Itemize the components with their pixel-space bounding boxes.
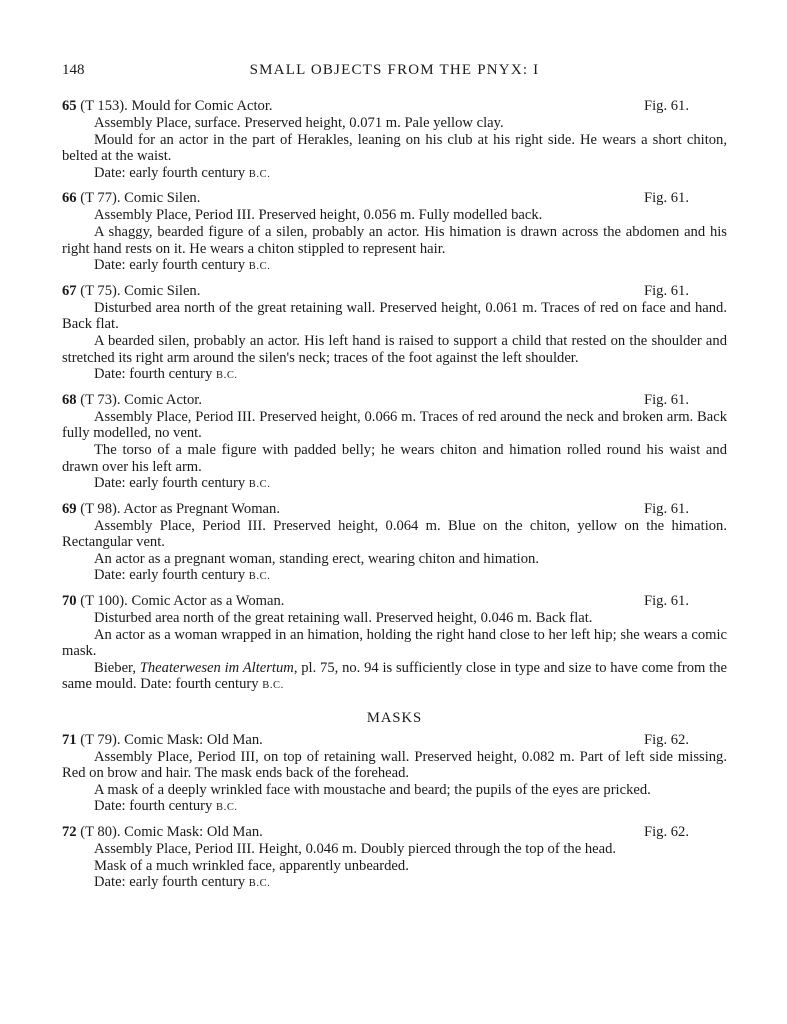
figure-reference: Fig. 61. bbox=[644, 593, 690, 610]
catalogue-entry-67 bbox=[62, 283, 727, 385]
entry-heading bbox=[62, 190, 727, 207]
entry-number: 66 bbox=[62, 190, 77, 207]
entry-paragraph: Assembly Place, Period III. Height, 0.046 m. Doubly pierced through the top of the head. bbox=[94, 841, 617, 857]
entry-paragraph: A mask of a deeply wrinkled face with moustache and beard; the pupils of the eyes are pricked. bbox=[94, 781, 651, 798]
entry-paragraph: Disturbed area north of the great retaining wall. Preserved height, 0.061 m. Traces of red on face and hand. Back flat. bbox=[62, 299, 727, 333]
figure-reference: Fig. 61. bbox=[644, 98, 690, 114]
entry-title: (T 98). Actor as Pregnant Woman. bbox=[80, 500, 280, 517]
section-title: MASKS bbox=[366, 710, 423, 727]
reference-work-title: Theaterwesen im Altertum bbox=[139, 659, 294, 676]
date-era: B.C. bbox=[262, 680, 284, 692]
catalogue-entry-71 bbox=[62, 732, 727, 817]
entry-number: 65 bbox=[62, 98, 77, 114]
entry-paragraph: Assembly Place, Period III, on top of retaining wall. Preserved height, 0.082 m. Part of left side missing. Red on brow and hair. The mask ends back of the forehead. bbox=[62, 748, 727, 782]
entry-number: 70 bbox=[62, 593, 77, 610]
entry-paragraph: Disturbed area north of the great retaining wall. Preserved height, 0.046 m. Back flat. bbox=[94, 610, 593, 627]
entry-title: (T 73). Comic Actor. bbox=[80, 391, 202, 408]
reference-details: , pl. 75, no. 94 is sufficiently close in type and size to have come from the same mould. Date: fourth century bbox=[62, 659, 727, 693]
date-era: B.C. bbox=[248, 261, 271, 273]
entry-title: (T 79). Comic Mask: Old Man. bbox=[80, 731, 263, 748]
entry-title: (T 153). Mould for Comic Actor. bbox=[80, 98, 273, 114]
date-text: Date: early fourth century bbox=[94, 257, 246, 274]
entry-title: (T 77). Comic Silen. bbox=[80, 190, 201, 207]
entry-heading bbox=[62, 732, 727, 749]
entry-date bbox=[62, 165, 727, 184]
figure-reference: Fig. 61. bbox=[644, 391, 690, 408]
reference-author: Bieber, bbox=[94, 659, 136, 676]
entry-paragraph: Assembly Place, Period III. Preserved height, 0.064 m. Blue on the chiton, yellow on the himation. Rectangular vent. bbox=[62, 517, 727, 551]
entry-heading bbox=[62, 98, 727, 115]
date-text: Date: early fourth century bbox=[94, 567, 246, 584]
date-era: B.C. bbox=[215, 802, 238, 814]
entry-title: (T 80). Comic Mask: Old Man. bbox=[80, 824, 263, 840]
entry-title: (T 75). Comic Silen. bbox=[80, 282, 201, 299]
entry-date bbox=[62, 874, 727, 893]
figure-reference: Fig. 62. bbox=[644, 731, 690, 748]
date-era: B.C. bbox=[248, 479, 271, 491]
entry-paragraph: An actor as a pregnant woman, standing erect, wearing chiton and himation. bbox=[94, 550, 539, 567]
date-text: Date: fourth century bbox=[94, 798, 213, 815]
figure-reference: Fig. 62. bbox=[644, 824, 690, 840]
date-era: B.C. bbox=[215, 370, 238, 382]
entry-paragraph: Assembly Place, surface. Preserved height, 0.071 m. Pale yellow clay. bbox=[94, 115, 504, 131]
entry-paragraph: An actor as a woman wrapped in an himation, holding the right hand close to her left hip; she wears a comic mask. bbox=[62, 626, 727, 660]
date-text: Date: early fourth century bbox=[94, 475, 246, 492]
entry-paragraph: Assembly Place, Period III. Preserved height, 0.066 m. Traces of red around the neck and broken arm. Back fully modelled, no vent. bbox=[62, 408, 727, 442]
entry-number: 67 bbox=[62, 282, 77, 299]
document-page bbox=[62, 62, 727, 900]
entry-title: (T 100). Comic Actor as a Woman. bbox=[80, 593, 285, 610]
page-number: 148 bbox=[62, 62, 85, 78]
date-era: B.C. bbox=[248, 571, 271, 583]
date-text: Date: fourth century bbox=[94, 366, 213, 383]
entry-heading bbox=[62, 593, 727, 610]
figure-reference: Fig. 61. bbox=[644, 500, 690, 517]
entry-number: 68 bbox=[62, 391, 77, 408]
date-era: B.C. bbox=[248, 168, 271, 180]
date-text: Date: early fourth century bbox=[94, 164, 246, 181]
entry-paragraph: Assembly Place, Period III. Preserved height, 0.056 m. Fully modelled back. bbox=[94, 207, 543, 224]
bibliographic-reference bbox=[62, 660, 727, 695]
entry-date bbox=[62, 567, 727, 586]
running-head bbox=[62, 62, 727, 84]
entry-heading bbox=[62, 824, 727, 841]
entry-number: 72 bbox=[62, 824, 77, 840]
entry-date bbox=[62, 257, 727, 276]
entry-paragraph: The torso of a male figure with padded belly; he wears chiton and himation rolled round his waist and drawn over his left arm. bbox=[62, 441, 727, 475]
catalogue-entry-70 bbox=[62, 593, 727, 695]
entry-paragraph: Mask of a much wrinkled face, apparently unbearded. bbox=[94, 857, 409, 874]
entry-date bbox=[62, 798, 727, 817]
entry-heading bbox=[62, 283, 727, 300]
entry-heading bbox=[62, 392, 727, 409]
entry-date bbox=[62, 475, 727, 494]
entry-paragraph: Mould for an actor in the part of Herakles, leaning on his club at his right side. He wears a short chiton, belted at the waist. bbox=[62, 131, 727, 165]
entry-heading bbox=[62, 501, 727, 518]
date-text: Date: early fourth century bbox=[94, 874, 246, 891]
entry-date bbox=[62, 366, 727, 385]
catalogue-entry-72 bbox=[62, 824, 727, 893]
catalogue-entry-65 bbox=[62, 98, 727, 183]
date-era: B.C. bbox=[248, 878, 271, 890]
entry-number: 71 bbox=[62, 731, 77, 748]
entry-paragraph: A bearded silen, probably an actor. His left hand is raised to support a child that rested on the shoulder and stretched its right arm around the silen's neck; traces of the foot against the left shoulder. bbox=[62, 332, 727, 366]
running-title: SMALL OBJECTS FROM THE PNYX: I bbox=[249, 62, 540, 78]
catalogue-entry-69 bbox=[62, 501, 727, 586]
entry-number: 69 bbox=[62, 500, 77, 517]
catalogue-entry-68 bbox=[62, 392, 727, 494]
figure-reference: Fig. 61. bbox=[644, 282, 690, 299]
figure-reference: Fig. 61. bbox=[644, 190, 690, 207]
catalogue-entry-66 bbox=[62, 190, 727, 275]
entry-paragraph: A shaggy, bearded figure of a silen, probably an actor. His himation is drawn across the abdomen and his right hand rests on it. He wears a chiton stippled to represent hair. bbox=[62, 223, 727, 257]
